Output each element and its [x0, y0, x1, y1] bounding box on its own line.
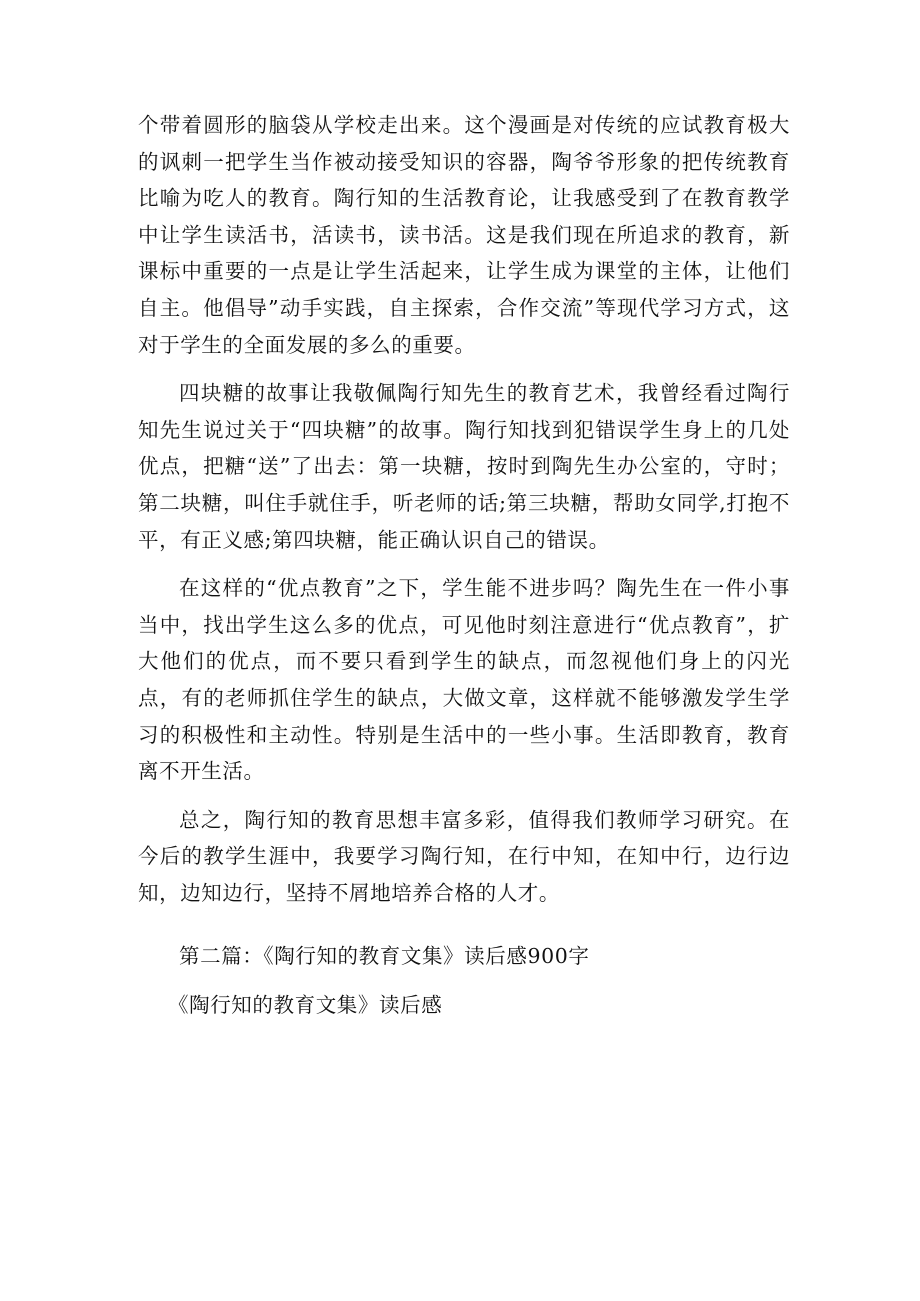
paragraph-four-candies: 四块糖的故事让我敬佩陶行知先生的教育艺术，我曾经看过陶行知先生说过关于“四块糖”的故事。陶行知找到犯错误学生身上的几处优点，把糖“送”了出去：第一块糖，按时到陶先生办公室的，守时；第二块糖，叫住手就住手，听老师的话;第三块糖，帮助女同学,打抱不平，有正义感;第四块糖，能正确认识自己的错误。	[138, 381, 790, 552]
paragraph-conclusion: 总之，陶行知的教育思想丰富多彩，值得我们教师学习研究。在今后的教学生涯中，我要学习陶行知，在行中知，在知中行，边行边知，边知边行，坚持不屑地培养合格的人才。	[138, 807, 790, 905]
paragraph-continuation: 个带着圆形的脑袋从学校走出来。这个漫画是对传统的应试教育极大的讽刺一把学生当作被动接受知识的容器，陶爷爷形象的把传统教育比喻为吃人的教育。陶行知的生活教育论，让我感受到了在教育教学中让学生读活书，活读书，读书活。这是我们现在所追求的教育，新课标中重要的一点是让学生活起来，让学生成为课堂的主体，让他们自主。他倡导”动手实践，自主探索，合作交流”等现代学习方式，这对于学生的全面发展的多么的重要。	[138, 113, 790, 357]
section-heading: 第二篇：《陶行知的教育文集》读后感900字	[179, 944, 590, 969]
sub-heading: 《陶行知的教育文集》读后感	[168, 993, 443, 1018]
paragraph-merit-education: 在这样的“优点教育”之下，学生能不进步吗？陶先生在一件小事当中，找出学生这么多的优点，可见他时刻注意进行“优点教育”，扩大他们的优点，而不要只看到学生的缺点，而忽视他们身上的闪光点，有的老师抓住学生的缺点，大做文章，这样就不能够激发学生学习的积极性和主动性。特别是生活中的一些小事。生活即教育，教育离不开生活。	[138, 576, 790, 784]
document-body	[138, 107, 790, 1024]
